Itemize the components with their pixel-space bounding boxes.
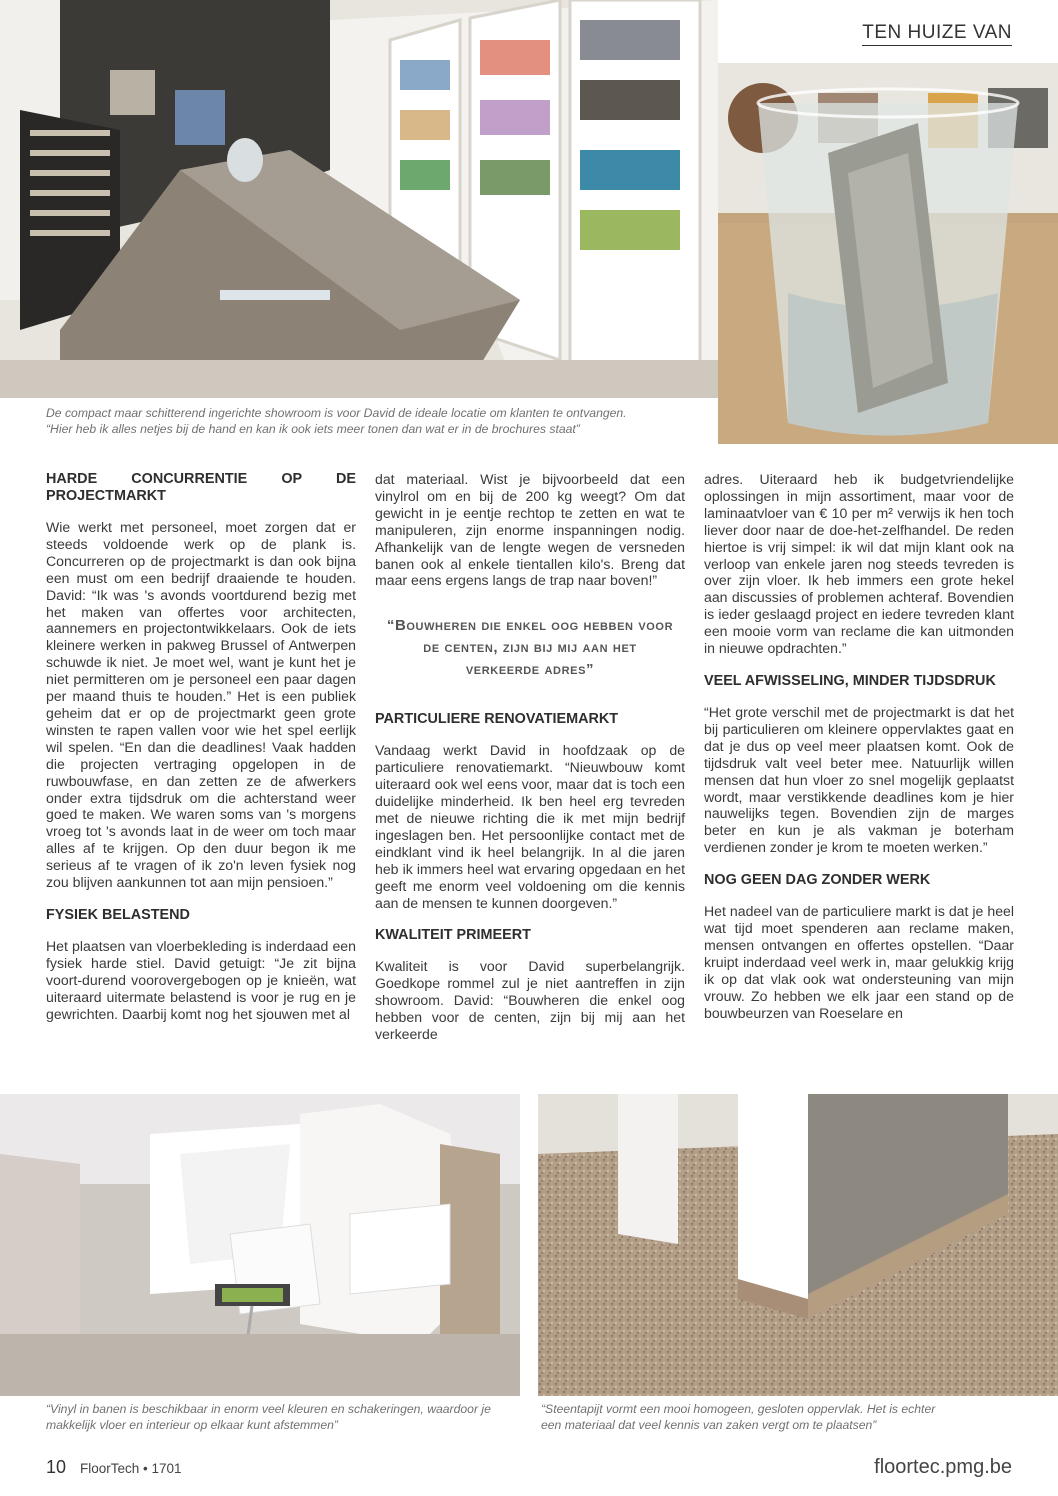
heading-nog-geen-dag: NOG GEEN DAG ZONDER WERK — [704, 872, 931, 889]
heading-veel-afwisseling: VEEL AFWISSELING, MINDER TIJDSDRUK — [704, 672, 996, 689]
page-number: 10 — [46, 1457, 67, 1477]
heading-fysiek-belastend: FYSIEK BELASTEND — [46, 906, 190, 923]
heading-particuliere-renovatiemarkt: PARTICULIERE RENOVATIEMARKT — [375, 711, 619, 728]
paragraph: “Het grote verschil met de projectmarkt is dat het bij particulieren om kleinere oppervlaktes gaat en dat je dus op veel meer plaatsen komt. Ook de tijdsdruk valt veel beter mee. Natuurlijk willen mensen dat hun vloer zo snel mogelijk geplaatst wordt, maar verstikkende deadlines kom je hier nauwelijks tegen. Bovendien zijn de marges beter en kun je als vakman je boterham verdienen zonder je krom te moeten werken.” — [704, 703, 1014, 856]
heading-harde-concurrentie: HARDE CONCURRENTIE OP DE PROJECTMARKT — [46, 471, 356, 504]
article-column-2 — [375, 471, 685, 1059]
caption-bottom-right: “Steentapijt vormt een mooi homogeen, gesloten oppervlak. Het is echter een materiaal dat veel kennis van zaken vergt om te plaatsen” — [541, 1402, 936, 1432]
vinyl-interior-photo — [0, 1094, 520, 1396]
website-url[interactable]: floortec.pmg.be — [874, 1456, 1012, 1478]
section-tag: TEN HUIZE VAN — [862, 22, 1012, 44]
caption-top: De compact maar schitterend ingerichte showroom is voor David de ideale locatie om klanten te ontvangen. “Hier heb ik alles netjes bij de hand en kan ik ook iets meer tonen dan wat er in de brochures staat” — [46, 406, 627, 436]
stone-carpet-photo — [538, 1094, 1058, 1396]
paragraph: Kwaliteit is voor David superbelangrijk. Goedkope rommel zul je niet aantreffen in zijn showroom. David: “Bouwheren die enkel oog hebben voor de centen, zijn bij mij aan het verkeerde — [375, 958, 685, 1043]
article-column-3 — [704, 471, 1014, 1037]
paragraph: Het nadeel van de particuliere markt is dat je heel wat tijd moet spenderen aan reclame maken, mensen ontvangen en offertes opstellen. “Daar kruipt inderdaad veel werk in, maar gelukkig krijg ik op dat vlak ook wat ondersteuning van mijn vrouw. Zo hebben we elk jaar een stand op de bouwbeurzen van Roeselare en — [704, 903, 1014, 1021]
paragraph: adres. Uiteraard heb ik budgetvriendelijke oplossingen in mijn assortiment, maar voor de laminaatvloer van € 10 per m² verwijs ik hen toch liever door naar de doe-het-zelfhandel. De reden hiertoe is vrij simpel: ik wil dat mijn klant ook na verloop van enkele jaren nog steeds tevreden is over zijn vloer. Ik heb immers een grote hekel aan discussies of problemen achteraf. Bovendien is ieder geslaagd project en iedere tevreden klant een mooie vorm van reclame die kan uitmonden in nieuwe opdrachten.” — [704, 471, 1014, 657]
caption-bottom-left: “Vinyl in banen is beschikbaar in enorm veel kleuren en schakeringen, waardoor je makkelijk vloer en interieur op elkaar kunt afstemmen” — [46, 1402, 491, 1432]
showroom-photo — [0, 0, 718, 398]
article-column-1 — [46, 471, 356, 1038]
vinyl-sample-glass-photo — [718, 63, 1058, 444]
paragraph: dat materiaal. Wist je bijvoorbeeld dat een vinylrol om en bij de 200 kg weegt? Om dat gewicht in je eentje rechtop te zetten en wat te manipuleren, zijn enorme inspanningen nodig. Afhankelijk van de lengte wegen de versneden banen ook al enkele tientallen kilo's. Breng dat maar eens ergens langs de trap naar boven!” — [375, 471, 685, 589]
paragraph: Het plaatsen van vloerbekleding is inderdaad een fysiek harde stiel. David getuigt: “Je zit bijna voort-durend voorovergebogen op je knieën, wat uiteraard uitermate belastend is voor je rug en je gewrichten. Daarbij komt nog het sjouwen met al — [46, 937, 356, 1022]
pull-quote: “Bouwheren die enkel oog hebben voor de centen, zijn bij mij aan het verkeerde adres” — [386, 617, 674, 679]
paragraph: Wie werkt met personeel, moet zorgen dat er steeds voldoende werk op de plank is. Concurreren op de projectmarkt is dan ook bijna een must om een bedrijf draaiende te houden. David: “Ik was 's avonds voortdurend bezig met het maken van offertes voor architecten, aannemers en projectontwikkelaars. Ook de iets kleinere werken in pakweg Brussel of Antwerpen schuwde ik niet. Je moet wel, want je kunt het je niet permitteren om je personeel een paar dagen per maand thuis te houden.” Het is een publiek geheim dat er op de projectmarkt geen grote winsten te rapen vallen voor wie het spel eerlijk wil spelen. “En dan die deadlines! Vaak hadden die projecten vertraging opgelopen in de ruwbouwfase, en dan zetten ze de afwerkers onder extra tijdsdruk om die achterstand weer goed te maken. We waren soms van 's morgens vroeg tot 's avonds laat in de weer om toch maar alles af te krijgen. Op den duur begon ik me serieus af te vragen of ik zo'n leven fysiek nog zou blijven aankunnen tot aan mijn pensioen.” — [46, 519, 356, 891]
publication-name: FloorTech • 1701 — [80, 1461, 182, 1476]
heading-kwaliteit-primeert: KWALITEIT PRIMEERT — [375, 927, 531, 944]
paragraph: Vandaag werkt David in hoofdzaak op de particuliere renovatiemarkt. “Nieuwbouw komt uiteraard ook wel eens voor, maar dat is toch een duidelijke minderheid. Ik ben heel erg tevreden met de nieuwe richting die ik met mijn bedrijf ingeslagen ben. Het persoonlijke contact met de eindklant vind ik heel belangrijk. In al die jaren heb ik immers heel wat ervaring opgedaan en het geeft me enorm veel voldoening om die kennis aan de mensen te kunnen doorgeven.” — [375, 742, 685, 911]
